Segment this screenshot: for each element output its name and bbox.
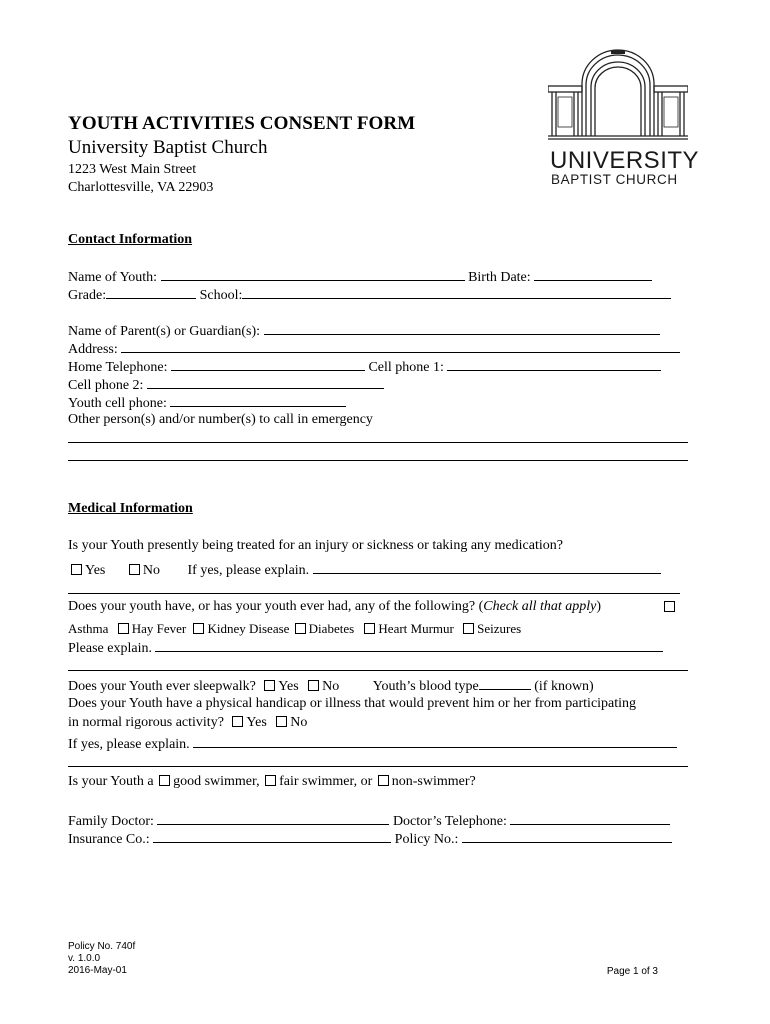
handicap-explain-line[interactable] [68, 766, 688, 767]
conditions-question-text: Does your youth have, or has your youth ever had, any of the following? ( [68, 599, 484, 614]
sleepwalk-no-checkbox[interactable] [308, 680, 319, 691]
medical-heading: Medical Information [68, 501, 193, 516]
youth-cell-label: Youth cell phone: [68, 396, 167, 411]
condition-hay-fever-checkbox[interactable] [118, 623, 129, 634]
handicap-question-1: Does your Youth have a physical handicap or illness that would prevent him or her from participating [68, 696, 637, 711]
emergency-label: Other person(s) and/or number(s) to call in emergency [68, 412, 373, 427]
page-number: Page 1 of 3 [606, 966, 658, 977]
cell2-row [68, 375, 384, 395]
treated-yes-label: Yes [85, 563, 106, 578]
sleepwalk-yes-label: Yes [278, 679, 299, 694]
conditions-explain-row [68, 638, 663, 658]
form-title: YOUTH ACTIVITIES CONSENT FORM [68, 113, 416, 134]
sleepwalk-question: Does your Youth ever sleepwalk? [68, 679, 256, 694]
insurance-row [68, 829, 672, 849]
blood-type-field[interactable] [479, 676, 531, 690]
birth-date-label: Birth Date: [468, 270, 531, 285]
treated-explain-label: If yes, please explain. [187, 563, 310, 578]
condition-asthma-label: Asthma [68, 621, 109, 636]
treated-question: Is your Youth presently being treated for an injury or sickness or taking any medication? [68, 538, 563, 553]
blood-type-known: (if known) [534, 679, 594, 694]
handicap-no-label: No [290, 715, 308, 730]
conditions-close-paren: ) [596, 599, 602, 614]
logo-word-baptist-church: BAPTIST CHURCH [551, 172, 678, 187]
swim-non-label: non-swimmer? [391, 774, 476, 789]
grade-school-row [68, 285, 671, 305]
conditions-explain-line[interactable] [68, 670, 688, 671]
check-all-note: Check all that apply [483, 599, 597, 614]
emergency-line-2[interactable] [68, 460, 688, 461]
cell2-label: Cell phone 2: [68, 378, 144, 393]
address-field[interactable] [121, 339, 680, 353]
swim-fair-label: fair swimmer, or [279, 774, 373, 789]
treated-explain-line[interactable] [68, 593, 680, 594]
cell1-label: Cell phone 1: [368, 360, 444, 375]
swim-good-checkbox[interactable] [159, 775, 170, 786]
condition-hay-fever-label: Hay Fever [131, 621, 187, 636]
treated-answer-row [68, 560, 661, 580]
footer-version: v. 1.0.0 [68, 953, 101, 964]
sleepwalk-row [68, 676, 594, 696]
cell1-field[interactable] [447, 357, 661, 371]
grade-label: Grade: [68, 288, 107, 303]
handicap-explain-field[interactable] [193, 734, 677, 748]
condition-seizures-checkbox[interactable] [463, 623, 474, 634]
handicap-no-checkbox[interactable] [276, 716, 287, 727]
address-line-2: Charlottesville, VA 22903 [68, 180, 214, 195]
condition-heart-murmur-checkbox[interactable] [364, 623, 375, 634]
youth-cell-row [68, 393, 346, 413]
youth-cell-field[interactable] [170, 393, 346, 407]
doctor-field[interactable] [157, 811, 389, 825]
conditions-extra-checkbox[interactable] [664, 601, 675, 612]
policy-field[interactable] [462, 829, 672, 843]
conditions-explain-field[interactable] [155, 638, 663, 652]
handicap-explain-row [68, 734, 677, 754]
sleepwalk-no-label: No [322, 679, 340, 694]
handicap-explain-label: If yes, please explain. [68, 737, 190, 752]
cell2-field[interactable] [147, 375, 384, 389]
doctor-phone-field[interactable] [510, 811, 670, 825]
condition-kidney-label: Kidney Disease [207, 621, 290, 636]
footer-policy: Policy No. 740f [68, 941, 136, 952]
swim-non-checkbox[interactable] [378, 775, 389, 786]
home-phone-label: Home Telephone: [68, 360, 168, 375]
conditions-explain-label: Please explain. [68, 641, 152, 656]
address-line-1: 1223 West Main Street [68, 162, 197, 177]
condition-kidney-checkbox[interactable] [193, 623, 204, 634]
condition-diabetes-checkbox[interactable] [295, 623, 306, 634]
conditions-question [68, 598, 601, 616]
condition-diabetes-label: Diabetes [308, 621, 355, 636]
address-label: Address: [68, 342, 118, 357]
doctor-phone-label: Doctor’s Telephone: [392, 814, 507, 829]
church-logo [548, 44, 688, 144]
swim-good-label: good swimmer, [173, 774, 260, 789]
treated-no-checkbox[interactable] [129, 564, 140, 575]
parent-row [68, 321, 660, 341]
phone-row [68, 357, 661, 377]
handicap-row [68, 714, 307, 732]
home-phone-field[interactable] [171, 357, 365, 371]
blood-type-label: Youth’s blood type [372, 679, 479, 694]
conditions-row [68, 620, 521, 638]
youth-name-row [68, 267, 652, 287]
logo-word-university: UNIVERSITY [550, 147, 700, 174]
church-name: University Baptist Church [68, 137, 268, 158]
insurance-label: Insurance Co.: [68, 832, 150, 847]
condition-seizures-label: Seizures [477, 621, 522, 636]
swim-fair-checkbox[interactable] [265, 775, 276, 786]
doctor-label: Family Doctor: [68, 814, 154, 829]
school-label: School: [199, 288, 243, 303]
footer-date: 2016-May-01 [68, 965, 127, 976]
parent-label: Name of Parent(s) or Guardian(s): [68, 324, 261, 339]
treated-no-label: No [142, 563, 160, 578]
contact-heading: Contact Information [68, 232, 193, 247]
insurance-field[interactable] [153, 829, 391, 843]
handicap-question-2: in normal rigorous activity? [68, 715, 224, 730]
swim-question: Is your Youth a [68, 774, 154, 789]
policy-label: Policy No.: [394, 832, 459, 847]
treated-yes-checkbox[interactable] [71, 564, 82, 575]
swim-row [68, 773, 476, 791]
doctor-row [68, 811, 670, 831]
condition-heart-murmur-label: Heart Murmur [378, 621, 454, 636]
sleepwalk-yes-checkbox[interactable] [264, 680, 275, 691]
logo-wordmark [550, 147, 700, 188]
youth-name-label: Name of Youth: [68, 270, 158, 285]
school-field[interactable] [242, 285, 671, 299]
handicap-yes-label: Yes [246, 715, 267, 730]
emergency-line-1[interactable] [68, 442, 688, 443]
parent-field[interactable] [264, 321, 660, 335]
grade-field[interactable] [106, 285, 196, 299]
handicap-yes-checkbox[interactable] [232, 716, 243, 727]
youth-name-field[interactable] [161, 267, 465, 281]
address-row [68, 339, 680, 359]
treated-explain-field[interactable] [313, 560, 661, 574]
birth-date-field[interactable] [534, 267, 652, 281]
